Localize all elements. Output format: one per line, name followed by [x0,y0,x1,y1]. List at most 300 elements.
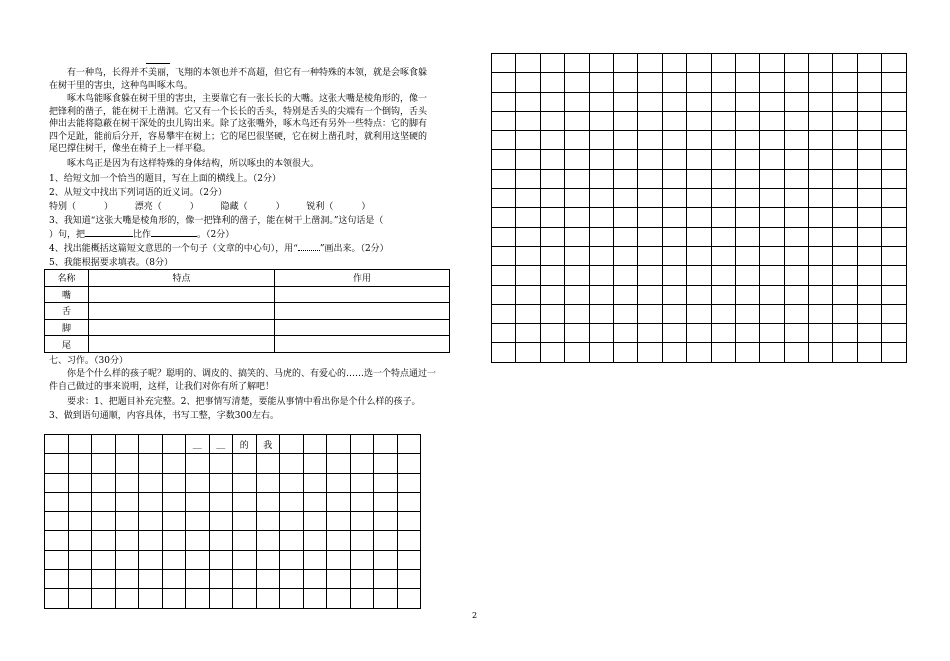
grid-cell[interactable] [565,208,589,227]
grid-cell[interactable] [857,111,881,130]
grid-cell[interactable] [613,189,637,208]
grid-cell[interactable] [760,266,784,285]
grid-cell[interactable] [662,208,686,227]
grid-cell[interactable] [492,131,516,150]
grid-cell[interactable] [662,324,686,343]
grid-cell[interactable] [350,454,374,473]
grid-cell[interactable] [687,343,711,362]
grid-cell[interactable] [687,92,711,111]
grid-cell[interactable] [162,435,186,454]
grid-cell[interactable] [613,111,637,130]
grid-cell[interactable] [397,570,421,589]
grid-cell[interactable] [540,324,564,343]
grid-cell[interactable] [784,208,808,227]
grid-cell[interactable] [638,111,662,130]
grid-cell[interactable] [516,246,540,265]
grid-cell[interactable] [809,131,833,150]
grid-cell[interactable] [613,131,637,150]
grid-cell[interactable] [492,150,516,169]
grid-cell[interactable] [882,150,906,169]
grid-cell[interactable] [492,285,516,304]
grid-cell[interactable] [540,246,564,265]
grid-cell[interactable] [882,285,906,304]
grid-cell[interactable] [711,324,735,343]
grid-cell[interactable] [735,343,759,362]
grid-cell[interactable] [662,285,686,304]
grid-cell[interactable] [374,512,398,531]
grid-cell[interactable] [711,285,735,304]
grid-cell[interactable] [833,189,857,208]
grid-cell[interactable] [139,531,163,550]
grid-cell[interactable] [857,169,881,188]
grid-cell[interactable] [711,73,735,92]
grid-cell[interactable] [784,169,808,188]
grid-cell[interactable] [280,531,304,550]
grid-cell[interactable] [711,343,735,362]
grid-cell[interactable] [833,266,857,285]
grid-cell[interactable] [233,512,257,531]
grid-cell[interactable] [516,324,540,343]
grid-cell[interactable] [492,208,516,227]
grid-cell[interactable] [857,92,881,111]
grid-cell[interactable] [162,550,186,569]
grid-cell[interactable] [833,285,857,304]
grid-cell[interactable] [139,589,163,608]
grid-cell[interactable] [833,54,857,73]
grid-cell[interactable] [711,111,735,130]
grid-cell[interactable] [516,266,540,285]
grid-cell[interactable] [613,324,637,343]
grid-cell[interactable] [45,531,69,550]
grid-cell[interactable] [857,150,881,169]
grid-cell[interactable] [833,169,857,188]
grid-cell[interactable] [711,304,735,323]
grid-cell[interactable] [760,131,784,150]
grid-cell[interactable] [303,454,327,473]
grid-cell[interactable] [882,131,906,150]
grid-cell[interactable] [303,492,327,511]
grid-cell[interactable] [735,246,759,265]
grid-cell[interactable] [687,111,711,130]
grid-cell[interactable] [735,54,759,73]
grid-cell[interactable] [186,531,210,550]
grid-cell[interactable] [233,570,257,589]
grid-cell[interactable] [92,473,116,492]
grid-cell[interactable] [784,189,808,208]
grid-cell[interactable] [162,570,186,589]
grid-cell[interactable] [711,208,735,227]
grid-cell[interactable] [760,54,784,73]
grid-cell[interactable] [492,266,516,285]
grid-cell[interactable] [809,92,833,111]
grid-cell[interactable] [492,227,516,246]
grid-cell[interactable] [397,589,421,608]
grid-cell[interactable] [540,92,564,111]
grid-cell[interactable] [662,73,686,92]
grid-cell[interactable] [857,54,881,73]
grid-cell[interactable] [662,189,686,208]
grid-cell[interactable] [784,266,808,285]
grid-cell[interactable] [882,111,906,130]
grid-cell[interactable] [565,343,589,362]
grid-cell[interactable] [687,189,711,208]
grid-cell[interactable] [540,343,564,362]
grid-cell[interactable] [687,227,711,246]
grid-cell[interactable] [327,589,351,608]
grid-cell[interactable] [115,570,139,589]
grid-cell[interactable] [280,570,304,589]
grid-cell[interactable] [735,324,759,343]
grid-cell[interactable] [638,54,662,73]
grid-cell[interactable] [687,285,711,304]
grid-cell[interactable] [589,246,613,265]
grid-cell[interactable] [662,131,686,150]
grid-cell[interactable] [540,169,564,188]
grid-cell[interactable] [233,589,257,608]
grid-cell[interactable] [565,131,589,150]
grid-cell[interactable] [589,189,613,208]
grid-cell[interactable] [68,550,92,569]
grid-cell[interactable] [45,492,69,511]
grid-cell[interactable] [374,589,398,608]
feature-cell[interactable] [89,319,275,336]
grid-cell[interactable] [256,512,280,531]
grid-cell[interactable] [833,324,857,343]
grid-cell[interactable] [784,92,808,111]
grid-cell[interactable] [760,343,784,362]
grid-cell[interactable] [350,512,374,531]
grid-cell[interactable] [638,266,662,285]
grid-cell[interactable] [638,324,662,343]
grid-cell[interactable] [139,473,163,492]
grid-cell[interactable] [613,54,637,73]
grid-cell[interactable] [589,54,613,73]
grid-cell[interactable] [280,589,304,608]
grid-cell[interactable] [638,285,662,304]
grid-cell[interactable] [760,111,784,130]
grid-cell[interactable] [882,189,906,208]
grid-cell[interactable] [209,512,233,531]
grid-cell[interactable] [162,492,186,511]
grid-cell[interactable] [350,473,374,492]
grid-cell[interactable] [711,266,735,285]
grid-cell[interactable] [613,92,637,111]
grid-cell[interactable] [711,169,735,188]
grid-cell[interactable] [589,150,613,169]
grid-cell[interactable] [374,454,398,473]
grid-cell[interactable] [711,246,735,265]
grid-cell[interactable] [45,435,69,454]
grid-cell[interactable] [92,512,116,531]
grid-cell[interactable] [711,189,735,208]
grid-cell[interactable] [589,285,613,304]
grid-cell[interactable] [589,324,613,343]
function-cell[interactable] [275,319,450,336]
grid-cell[interactable] [565,73,589,92]
grid-cell[interactable] [516,227,540,246]
grid-cell[interactable] [139,454,163,473]
grid-cell[interactable] [492,304,516,323]
grid-cell[interactable] [92,454,116,473]
grid-cell[interactable] [92,492,116,511]
grid-cell[interactable] [327,512,351,531]
grid-cell[interactable] [209,570,233,589]
grid-cell[interactable] [45,473,69,492]
grid-cell[interactable] [687,246,711,265]
grid-cell[interactable] [350,589,374,608]
grid-cell[interactable] [186,550,210,569]
grid-cell[interactable] [760,73,784,92]
grid-cell[interactable] [882,324,906,343]
grid-cell[interactable] [882,227,906,246]
grid-cell[interactable] [516,150,540,169]
grid-cell[interactable] [492,246,516,265]
grid-cell[interactable] [209,550,233,569]
grid-cell[interactable] [540,73,564,92]
grid-cell[interactable] [735,131,759,150]
grid-cell[interactable] [565,304,589,323]
grid-cell[interactable] [589,304,613,323]
grid-cell[interactable] [882,208,906,227]
grid-cell[interactable] [540,111,564,130]
grid-cell[interactable] [397,473,421,492]
grid-cell[interactable] [565,227,589,246]
grid-cell[interactable] [565,54,589,73]
grid-cell[interactable] [256,550,280,569]
grid-cell[interactable] [613,227,637,246]
grid-cell[interactable] [760,304,784,323]
grid-cell[interactable] [687,266,711,285]
grid-cell[interactable] [492,169,516,188]
grid-cell[interactable] [857,73,881,92]
grid-cell[interactable] [350,570,374,589]
grid-cell[interactable] [68,512,92,531]
grid-cell[interactable] [139,570,163,589]
grid-cell[interactable] [280,473,304,492]
grid-cell[interactable] [882,73,906,92]
grid-cell[interactable] [784,54,808,73]
grid-cell[interactable] [662,111,686,130]
grid-cell[interactable] [492,54,516,73]
grid-cell[interactable] [162,531,186,550]
grid-cell[interactable] [68,454,92,473]
grid-cell[interactable] [374,550,398,569]
grid-cell[interactable] [374,473,398,492]
grid-cell[interactable] [809,324,833,343]
grid-cell[interactable] [662,246,686,265]
grid-cell[interactable] [735,285,759,304]
grid-cell[interactable] [833,111,857,130]
grid-cell[interactable] [662,92,686,111]
grid-cell[interactable] [882,92,906,111]
grid-cell[interactable] [540,208,564,227]
grid-cell[interactable] [809,227,833,246]
grid-cell[interactable] [784,131,808,150]
grid-cell[interactable] [256,454,280,473]
grid-cell[interactable] [687,54,711,73]
grid-cell[interactable] [45,512,69,531]
grid-cell[interactable] [760,189,784,208]
function-cell[interactable] [275,286,450,303]
grid-cell[interactable] [565,169,589,188]
title-cell[interactable]: __ [186,435,210,454]
grid-cell[interactable] [760,150,784,169]
grid-cell[interactable] [809,189,833,208]
grid-cell[interactable] [784,150,808,169]
grid-cell[interactable] [882,266,906,285]
grid-cell[interactable] [516,92,540,111]
grid-cell[interactable] [374,435,398,454]
grid-cell[interactable] [809,266,833,285]
grid-cell[interactable] [857,285,881,304]
function-cell[interactable] [275,303,450,320]
grid-cell[interactable] [186,492,210,511]
grid-cell[interactable] [280,492,304,511]
grid-cell[interactable] [350,492,374,511]
grid-cell[interactable] [565,189,589,208]
grid-cell[interactable] [833,208,857,227]
grid-cell[interactable] [280,454,304,473]
grid-cell[interactable] [735,208,759,227]
grid-cell[interactable] [809,285,833,304]
grid-cell[interactable] [209,531,233,550]
grid-cell[interactable] [760,92,784,111]
grid-cell[interactable] [139,512,163,531]
grid-cell[interactable] [833,304,857,323]
grid-cell[interactable] [209,589,233,608]
grid-cell[interactable] [760,169,784,188]
grid-cell[interactable] [882,343,906,362]
grid-cell[interactable] [784,111,808,130]
grid-cell[interactable] [492,73,516,92]
grid-cell[interactable] [857,189,881,208]
grid-cell[interactable] [280,550,304,569]
grid-cell[interactable] [492,92,516,111]
grid-cell[interactable] [397,512,421,531]
grid-cell[interactable] [638,208,662,227]
grid-cell[interactable] [350,435,374,454]
grid-cell[interactable] [687,73,711,92]
grid-cell[interactable] [711,131,735,150]
grid-cell[interactable] [809,304,833,323]
feature-cell[interactable] [89,303,275,320]
grid-cell[interactable] [516,169,540,188]
grid-cell[interactable] [809,111,833,130]
grid-cell[interactable] [760,227,784,246]
grid-cell[interactable] [735,266,759,285]
grid-cell[interactable] [711,227,735,246]
grid-cell[interactable] [857,246,881,265]
grid-cell[interactable] [613,169,637,188]
grid-cell[interactable] [613,246,637,265]
grid-cell[interactable] [374,531,398,550]
grid-cell[interactable] [256,473,280,492]
grid-cell[interactable] [613,343,637,362]
grid-cell[interactable] [857,343,881,362]
grid-cell[interactable] [882,169,906,188]
grid-cell[interactable] [303,531,327,550]
grid-cell[interactable] [735,111,759,130]
grid-cell[interactable] [662,227,686,246]
grid-cell[interactable] [662,304,686,323]
title-cell[interactable]: 我 [256,435,280,454]
grid-cell[interactable] [115,589,139,608]
grid-cell[interactable] [687,304,711,323]
grid-cell[interactable] [492,189,516,208]
grid-cell[interactable] [327,531,351,550]
grid-cell[interactable] [687,169,711,188]
grid-cell[interactable] [833,73,857,92]
grid-cell[interactable] [638,189,662,208]
grid-cell[interactable] [256,492,280,511]
grid-cell[interactable] [833,92,857,111]
grid-cell[interactable] [327,492,351,511]
grid-cell[interactable] [92,550,116,569]
grid-cell[interactable] [92,531,116,550]
grid-cell[interactable] [638,92,662,111]
grid-cell[interactable] [115,454,139,473]
grid-cell[interactable] [45,550,69,569]
grid-cell[interactable] [589,208,613,227]
grid-cell[interactable] [516,54,540,73]
grid-cell[interactable] [809,150,833,169]
grid-cell[interactable] [784,246,808,265]
feature-cell[interactable] [89,286,275,303]
grid-cell[interactable] [162,512,186,531]
grid-cell[interactable] [662,169,686,188]
writing-grid-right[interactable] [491,53,907,363]
grid-cell[interactable] [809,208,833,227]
grid-cell[interactable] [589,169,613,188]
grid-cell[interactable] [115,512,139,531]
grid-cell[interactable] [186,473,210,492]
grid-cell[interactable] [540,304,564,323]
grid-cell[interactable] [638,131,662,150]
grid-cell[interactable] [882,304,906,323]
grid-cell[interactable] [638,227,662,246]
grid-cell[interactable] [833,246,857,265]
grid-cell[interactable] [809,343,833,362]
grid-cell[interactable] [256,531,280,550]
grid-cell[interactable] [256,570,280,589]
grid-cell[interactable] [687,208,711,227]
grid-cell[interactable] [186,589,210,608]
grid-cell[interactable] [613,266,637,285]
grid-cell[interactable] [397,435,421,454]
grid-cell[interactable] [186,454,210,473]
grid-cell[interactable] [540,131,564,150]
grid-cell[interactable] [540,54,564,73]
grid-cell[interactable] [589,266,613,285]
grid-cell[interactable] [784,227,808,246]
grid-cell[interactable] [857,208,881,227]
grid-cell[interactable] [565,266,589,285]
grid-cell[interactable] [115,492,139,511]
grid-cell[interactable] [735,169,759,188]
grid-cell[interactable] [638,150,662,169]
grid-cell[interactable] [327,570,351,589]
grid-cell[interactable] [327,435,351,454]
grid-cell[interactable] [735,189,759,208]
grid-cell[interactable] [327,550,351,569]
grid-cell[interactable] [540,150,564,169]
grid-cell[interactable] [350,550,374,569]
grid-cell[interactable] [735,150,759,169]
title-cell[interactable]: __ [209,435,233,454]
grid-cell[interactable] [760,285,784,304]
grid-cell[interactable] [492,324,516,343]
grid-cell[interactable] [516,343,540,362]
